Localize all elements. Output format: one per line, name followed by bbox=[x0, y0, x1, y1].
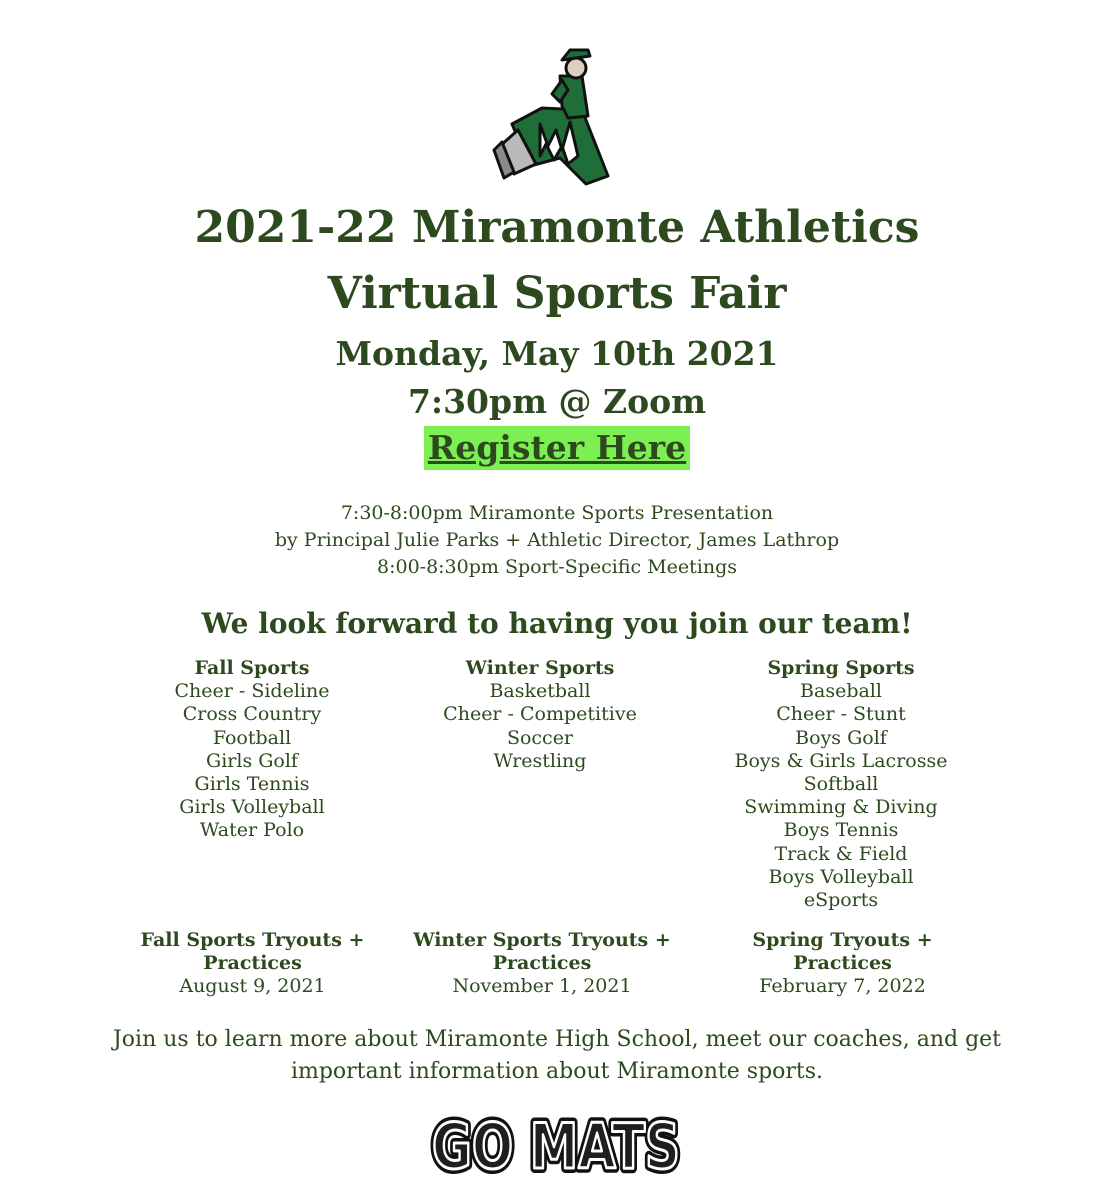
sport-item: Boys Golf bbox=[795, 726, 887, 749]
column-heading: Spring Sports bbox=[767, 657, 915, 679]
fall-tryouts bbox=[130, 929, 375, 999]
mascot-logo bbox=[490, 46, 625, 191]
sport-item: Wrestling bbox=[493, 749, 587, 772]
closing-line: important information about Miramonte sports. bbox=[290, 1059, 824, 1084]
sport-item: Cheer - Competitive bbox=[443, 703, 637, 726]
tryouts-date: February 7, 2022 bbox=[759, 975, 926, 998]
schedule-line: by Principal Julie Parks + Athletic Director, James Lathrop bbox=[274, 529, 840, 551]
go-mats-logo-outline: GO MATS bbox=[432, 1110, 680, 1178]
winter-sports-column bbox=[420, 657, 660, 773]
sport-item: Swimming & Diving bbox=[744, 796, 938, 819]
sport-item: Soccer bbox=[506, 726, 574, 749]
closing-line: Join us to learn more about Miramonte High School, meet our coaches, and get bbox=[112, 1027, 1002, 1052]
schedule-line: 7:30-8:00pm Miramonte Sports Presentation bbox=[340, 502, 774, 524]
tryouts-heading: Winter Sports Tryouts + bbox=[413, 929, 671, 951]
spring-tryouts bbox=[700, 929, 985, 999]
go-mats-logo bbox=[426, 1110, 686, 1178]
sport-item: Cheer - Sideline bbox=[174, 680, 330, 703]
register-container bbox=[0, 426, 1114, 478]
sport-item: Water Polo bbox=[199, 819, 305, 842]
sport-item: eSports bbox=[803, 889, 879, 912]
schedule bbox=[0, 500, 1114, 581]
event-time: 7:30pm @ Zoom bbox=[407, 382, 707, 421]
tryouts-date: August 9, 2021 bbox=[179, 975, 326, 998]
sport-item: Football bbox=[212, 726, 292, 749]
sport-item: Softball bbox=[803, 773, 879, 796]
tryouts-date: November 1, 2021 bbox=[452, 975, 632, 998]
sport-item: Boys Tennis bbox=[783, 819, 899, 842]
event-date: Monday, May 10th 2021 bbox=[335, 334, 779, 373]
sport-item: Cheer - Stunt bbox=[776, 703, 906, 726]
sport-item: Boys & Girls Lacrosse bbox=[734, 749, 948, 772]
tagline: We look forward to having you join our team! bbox=[201, 607, 913, 640]
sport-item: Boys Volleyball bbox=[768, 865, 914, 888]
column-heading: Winter Sports bbox=[465, 657, 615, 679]
tryouts-heading-cont: Practices bbox=[492, 952, 592, 975]
sport-item: Girls Golf bbox=[206, 749, 298, 772]
go-mats-logo-text: GO MATS bbox=[432, 1110, 680, 1178]
spring-sports-column bbox=[720, 657, 962, 912]
column-heading: Fall Sports bbox=[194, 657, 310, 679]
register-link[interactable]: Register Here bbox=[424, 426, 690, 470]
sport-item: Girls Volleyball bbox=[179, 796, 325, 819]
sport-item: Track & Field bbox=[774, 842, 908, 865]
sport-item: Basketball bbox=[489, 680, 591, 703]
schedule-line: 8:00-8:30pm Sport-Specific Meetings bbox=[376, 556, 738, 578]
tryouts-heading-cont: Practices bbox=[203, 952, 302, 975]
winter-tryouts bbox=[412, 929, 672, 999]
closing-text bbox=[0, 1024, 1114, 1088]
event-title-line1: 2021-22 Miramonte Athletics bbox=[194, 202, 920, 253]
sport-item: Baseball bbox=[800, 680, 882, 703]
event-title-line2: Virtual Sports Fair bbox=[327, 268, 787, 319]
sport-item: Cross Country bbox=[182, 703, 322, 726]
fall-sports-column bbox=[142, 657, 362, 843]
sport-item: Girls Tennis bbox=[194, 773, 310, 796]
tryouts-heading: Fall Sports Tryouts + bbox=[140, 929, 365, 951]
tryouts-heading: Spring Tryouts + Practices bbox=[752, 929, 933, 975]
